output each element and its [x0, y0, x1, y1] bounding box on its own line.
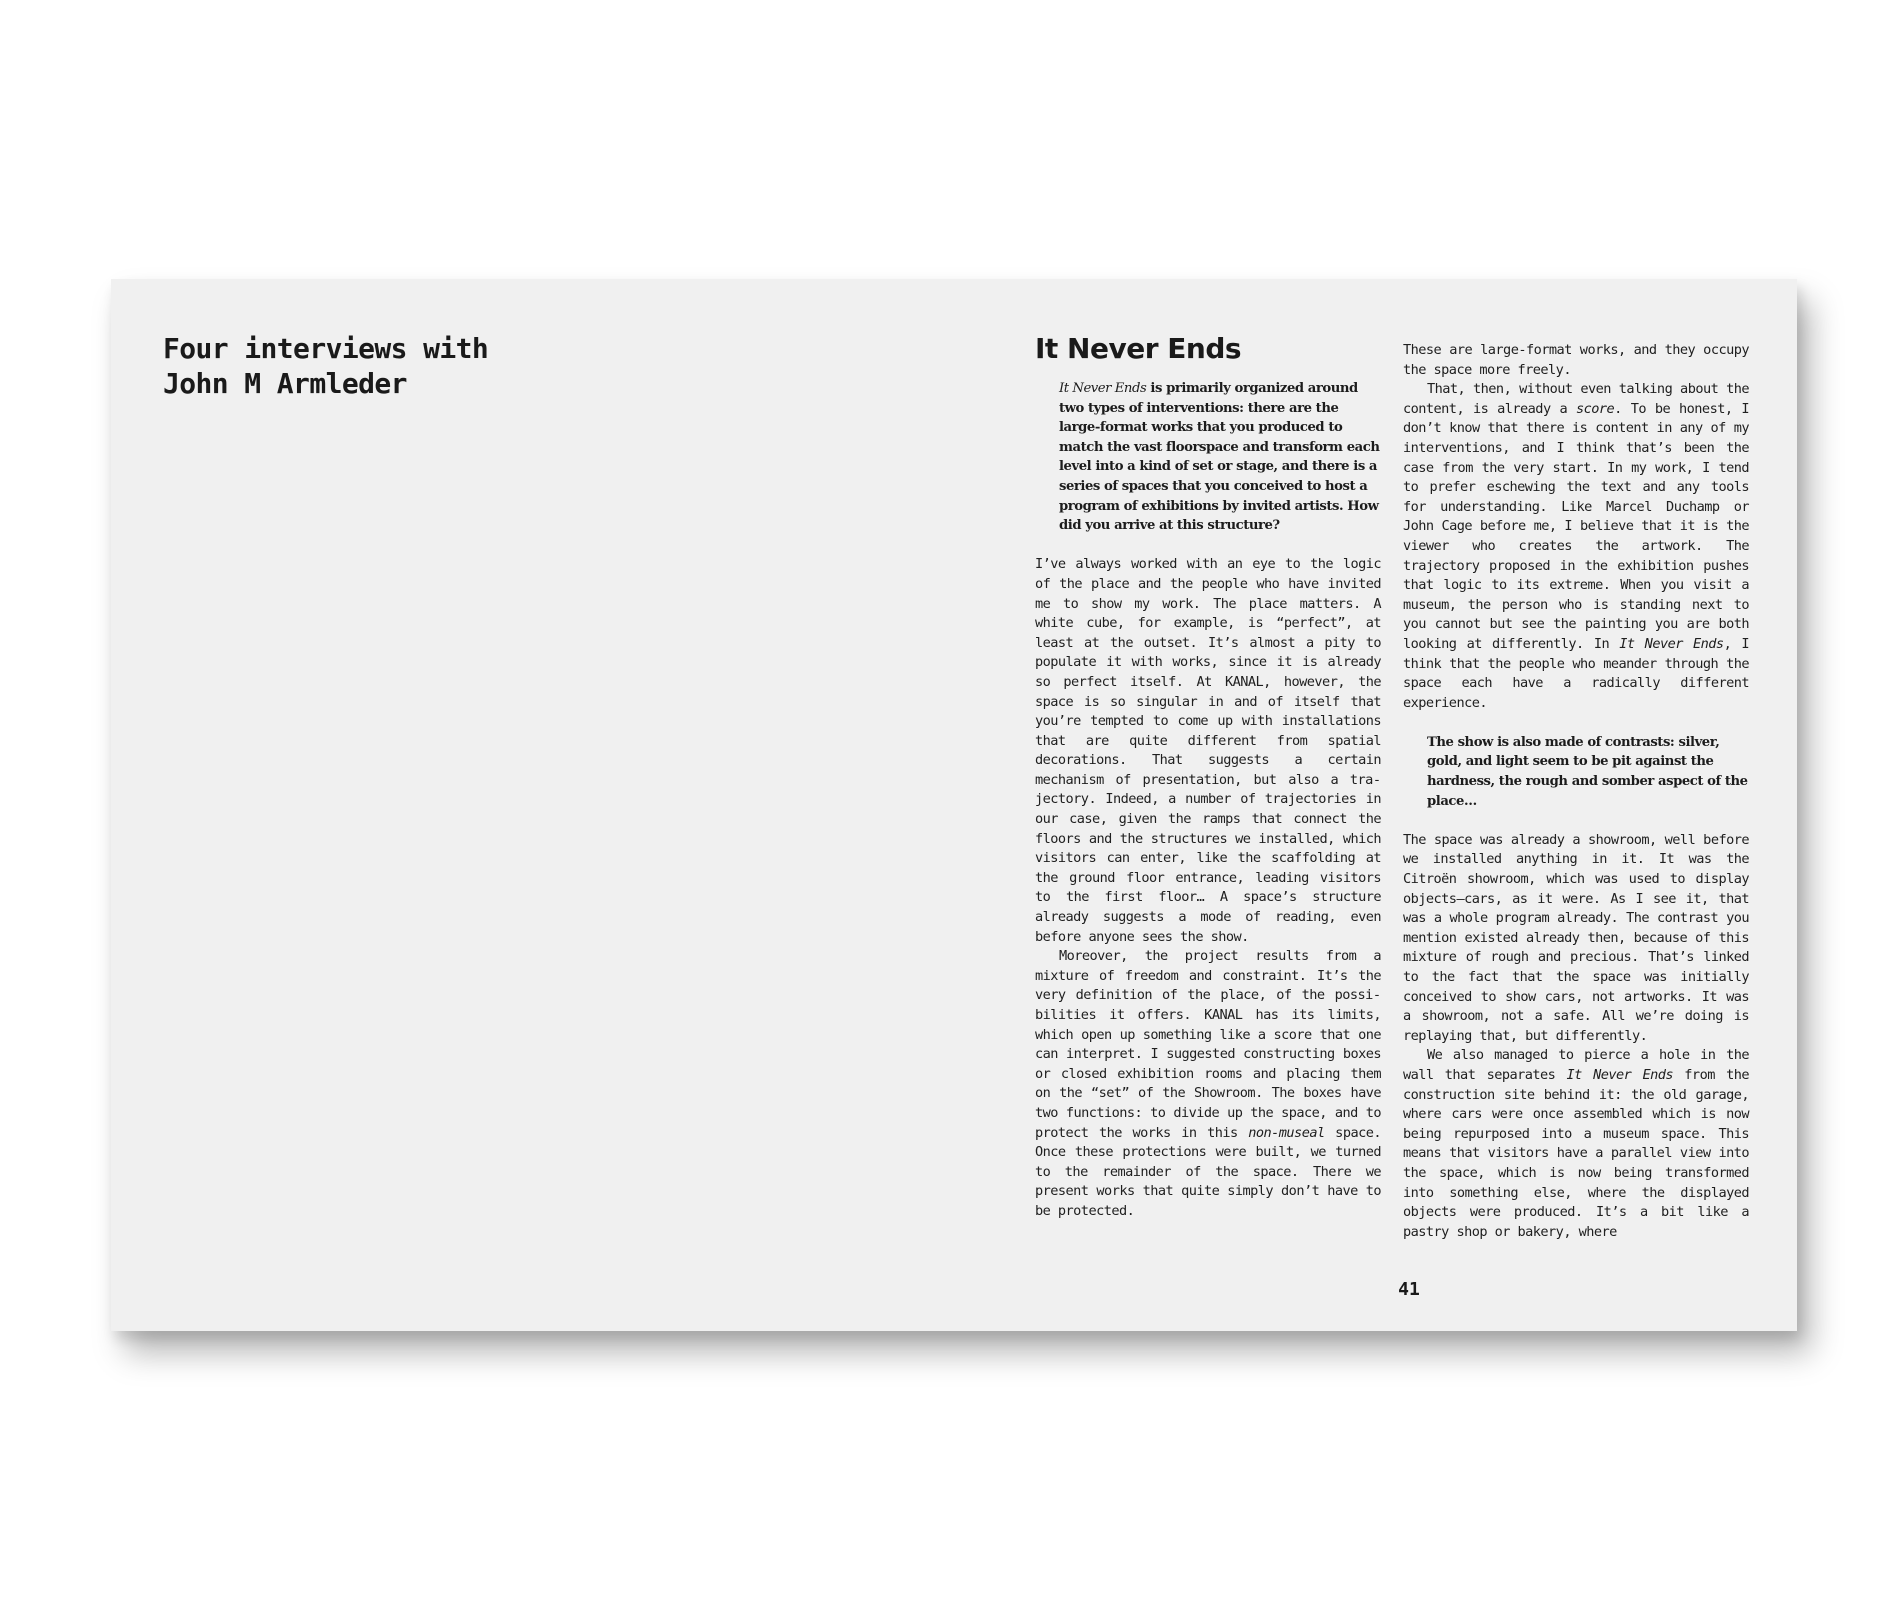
paragraph-text: space. Once these protections were built, we turned to the remainder of the space. There we present works that quite simply don’t have to be protected. — [1035, 1124, 1381, 1219]
question-italic-title: It Never Ends — [1059, 381, 1147, 396]
text-column-left — [1035, 379, 1381, 1222]
paragraph-italic: It Never Ends — [1566, 1066, 1674, 1083]
interview-question — [1035, 379, 1381, 536]
answer-paragraph: These are large-format works, and they occupy the space more freely. — [1403, 342, 1749, 378]
answer-paragraph: I’ve always worked with an eye to the logic of the place and the people who have invited me to show my work. The place matters. A white cube, for example, is “perfect”, at least at the outset. It’s almost a pity to populate it with works, since it is already so perfect itself. At KANAL, however, the space is so singular in and of itself that you’re tempted to come up with installations that are quite different from spatial decorations. That suggests a certain mechanism of presentation, but also a trajectory. Indeed, a number of trajectories in our case, given the ramps that connect the floors and the structures we installed, which visitors can enter, like the scaffolding at the ground floor entrance, leading visitors to the first floor… A space’s structure already suggests a mode of reading, even before anyone sees the show. — [1035, 556, 1381, 945]
paragraph-italic: score — [1576, 400, 1615, 417]
answer-paragraph — [1403, 1046, 1749, 1242]
page-number: 41 — [1398, 1279, 1420, 1300]
question-text: is primarily organized around two types of interventions: there are the large-format works that you produced to match the vast floorspace and transform each level into a kind of set or stage, and there is a series of spaces that you conceived to host a program of exhibitions by invited artists. How did you arrive at this structure? — [1059, 381, 1380, 534]
paragraph-text: We also managed to pierce a hole in the wall that separates — [1403, 1047, 1749, 1083]
paragraph-text: Moreover, the project results from a mixture of freedom and constraint. It’s the very definition of the place, of the possibilities it offers. KANAL has its limits, which open up something like a score that one can interpret. I suggested constructing boxes or closed exhibition rooms and placing them on the “set” of the Showroom. The boxes have two functions: to divide up the space, and to protect the works in this — [1035, 948, 1381, 1141]
chapter-title: It Never Ends — [1035, 332, 1242, 365]
paragraph-italic: It Never Ends — [1619, 635, 1724, 652]
answer-paragraph — [1035, 947, 1381, 1221]
book-title-line2: John M Armleder — [163, 367, 407, 400]
text-column-right — [1403, 341, 1749, 1242]
book-title — [163, 331, 623, 401]
paragraph-text: from the construction site behind it: the old garage, where cars were once assembled which is now being repurposed into a museum space. This means that visitors have a parallel view into the space, which is now being transformed into something else, where the displayed objects were produced. It’s a bit like a pastry shop or bakery, where — [1403, 1066, 1749, 1240]
answer-paragraph — [1403, 380, 1749, 713]
book-spread — [111, 279, 1797, 1331]
book-title-line1: Four interviews with — [163, 332, 489, 365]
paragraph-text: , I think that the people who meander through the space each have a radically different experience. — [1403, 635, 1749, 711]
paragraph-italic: non-museal — [1248, 1124, 1325, 1141]
paragraph-text: . To be honest, I don’t know that there is content in any of my interventions, and I think that’s been the case from the very start. In my work, I tend to prefer eschewing the text and any tools for understanding. Like Marcel Duchamp or John Cage before me, I believe that it is the viewer who creates the artwork. The trajectory proposed in the exhibition pushes that logic to its extreme. When you visit a museum, the person who is standing next to you cannot but see the painting you are both looking at differently. In — [1403, 400, 1749, 652]
interview-question: The show is also made of contrasts: silver, gold, and light seem to be pit against the hardness, the rough and somber aspect of the place… — [1427, 734, 1748, 809]
answer-paragraph: The space was already a showroom, well before we installed anything in it. It was the Citroën showroom, which was used to display objects—cars, as it were. As I see it, that was a whole program already. The contrast you mention existed already then, because of this mixture of rough and precious. That’s linked to the fact that the space was initially conceived to show cars, not artworks. It was a showroom, not a safe. All we’re doing is replaying that, but differently. — [1403, 831, 1749, 1044]
paragraph-text: That, then, without even talking about the content, is already a — [1403, 381, 1749, 417]
